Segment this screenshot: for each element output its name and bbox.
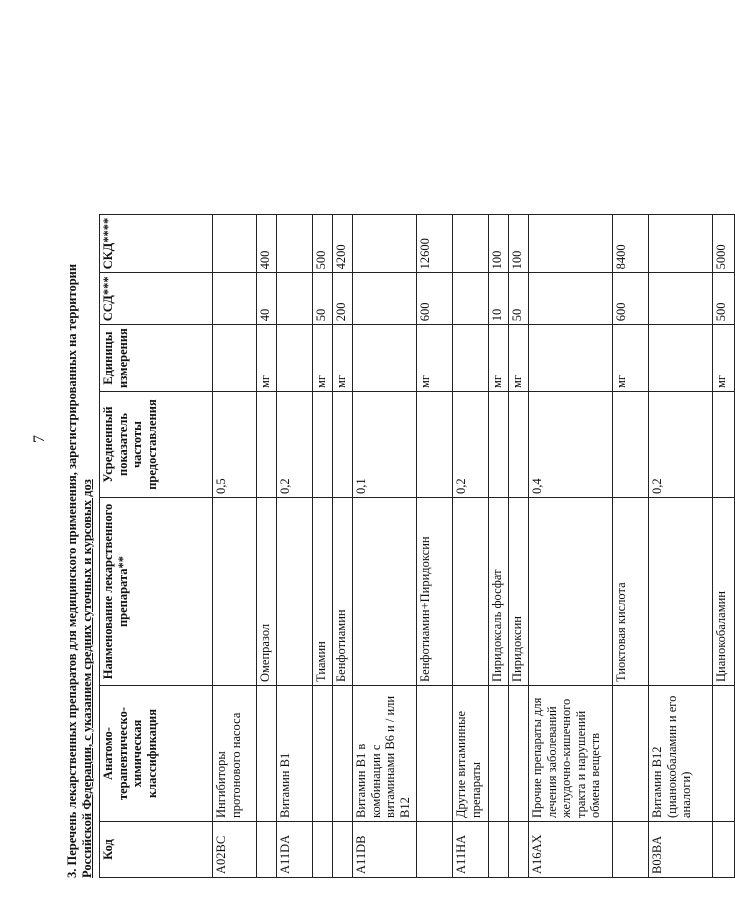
table-row (353, 214, 417, 877)
cell-ssd (353, 273, 417, 325)
cell-drug: Бенфотиамин+Пиридоксин (417, 498, 453, 686)
cell-ssd: 50 (509, 273, 529, 325)
cell-drug: Бенфотиамин (333, 498, 353, 686)
cell-drug: Пиридоксаль фосфат (489, 498, 509, 686)
cell-ssd (453, 273, 489, 325)
cell-unit: мг (713, 325, 735, 392)
cell-skd: 100 (509, 214, 529, 273)
cell-code (313, 822, 333, 878)
cell-code (509, 822, 529, 878)
cell-ssd: 600 (417, 273, 453, 325)
cell-unit (277, 325, 313, 392)
cell-frequency: 0,1 (353, 392, 417, 498)
cell-skd: 12600 (417, 214, 453, 273)
cell-unit: мг (509, 325, 529, 392)
table-row (257, 214, 277, 877)
cell-unit (453, 325, 489, 392)
cell-frequency (257, 392, 277, 498)
cell-skd: 100 (489, 214, 509, 273)
cell-unit (353, 325, 417, 392)
cell-drug: Пиридоксин (509, 498, 529, 686)
cell-skd (277, 214, 313, 273)
cell-drug (353, 498, 417, 686)
cell-ssd: 50 (313, 273, 333, 325)
cell-code (417, 822, 453, 878)
cell-skd: 8400 (613, 214, 649, 273)
cell-code (489, 822, 509, 878)
cell-unit: мг (333, 325, 353, 392)
cell-skd (649, 214, 713, 273)
cell-drug (529, 498, 613, 686)
table-row (277, 214, 313, 877)
cell-frequency: 0,2 (277, 392, 313, 498)
table-row (713, 214, 735, 877)
rotated-content (65, 22, 728, 878)
cell-drug: Омепразол (257, 498, 277, 686)
table-body (213, 214, 735, 877)
table-row (453, 214, 489, 877)
cell-unit (213, 325, 257, 392)
cell-atc: Витамин B1 в комбинации с витаминами B6 и / или B12 (353, 686, 417, 822)
cell-unit: мг (257, 325, 277, 392)
col-header-frequency: Усредненный показатель частоты предоставления (100, 392, 213, 498)
cell-atc (257, 686, 277, 822)
col-header-atc: Анатомо-терапевтическо-химическая классификация (100, 686, 213, 822)
cell-drug (213, 498, 257, 686)
cell-atc (333, 686, 353, 822)
cell-unit (529, 325, 613, 392)
table-row (649, 214, 713, 877)
cell-drug: Тиоктовая кислота (613, 498, 649, 686)
cell-skd: 5000 (713, 214, 735, 273)
cell-drug (277, 498, 313, 686)
cell-code: A11DA (277, 822, 313, 878)
cell-frequency (417, 392, 453, 498)
cell-ssd: 500 (713, 273, 735, 325)
cell-code: A16AX (529, 822, 613, 878)
cell-atc (313, 686, 333, 822)
table-row (417, 214, 453, 877)
cell-atc: Витамин B12 (цианокобаламин и его аналоги) (649, 686, 713, 822)
cell-atc (713, 686, 735, 822)
col-header-skd: СКД**** (100, 214, 213, 273)
cell-ssd: 10 (489, 273, 509, 325)
drug-table (99, 214, 735, 878)
cell-code: A02BC (213, 822, 257, 878)
cell-drug (453, 498, 489, 686)
cell-frequency (509, 392, 529, 498)
cell-drug: Цианокобаламин (713, 498, 735, 686)
cell-drug: Тиамин (313, 498, 333, 686)
heading-line-2: Российской Федерации, с указанием средних суточных и курсовых доз (80, 479, 94, 878)
cell-skd: 400 (257, 214, 277, 273)
cell-frequency: 0,4 (529, 392, 613, 498)
table-row (489, 214, 509, 877)
cell-unit: мг (313, 325, 333, 392)
table-row (333, 214, 353, 877)
cell-unit (649, 325, 713, 392)
col-header-drug: Наименование лекарственного препарата** (100, 498, 213, 686)
cell-ssd (529, 273, 613, 325)
cell-skd (453, 214, 489, 273)
section-heading (65, 22, 95, 878)
table-row (313, 214, 333, 877)
cell-skd: 4200 (333, 214, 353, 273)
cell-code (713, 822, 735, 878)
cell-frequency (613, 392, 649, 498)
cell-skd (529, 214, 613, 273)
table-row (613, 214, 649, 877)
cell-skd: 500 (313, 214, 333, 273)
cell-unit: мг (489, 325, 509, 392)
cell-code (613, 822, 649, 878)
cell-ssd: 600 (613, 273, 649, 325)
cell-atc: Другие витаминные препараты (453, 686, 489, 822)
cell-ssd (649, 273, 713, 325)
cell-code: A11HA (453, 822, 489, 878)
cell-ssd (213, 273, 257, 325)
cell-frequency (333, 392, 353, 498)
cell-frequency: 0,2 (453, 392, 489, 498)
cell-frequency (489, 392, 509, 498)
cell-skd (213, 214, 257, 273)
table-row (529, 214, 613, 877)
cell-code: A11DB (353, 822, 417, 878)
cell-atc: Прочие препараты для лечения заболеваний желудочно-кишечного тракта и нарушений обмена веществ (529, 686, 613, 822)
cell-frequency: 0,2 (649, 392, 713, 498)
cell-atc: Ингибиторы протонового насоса (213, 686, 257, 822)
page-number: 7 (31, 435, 48, 443)
heading-line-1: 3. Перечень лекарственных препаратов для медицинского применения, зарегистрированных на территории (65, 263, 79, 878)
cell-code: B03BA (649, 822, 713, 878)
table-row (509, 214, 529, 877)
cell-ssd: 40 (257, 273, 277, 325)
col-header-unit: Единицы измерения (100, 325, 213, 392)
cell-atc (489, 686, 509, 822)
table-row (213, 214, 257, 877)
cell-atc (613, 686, 649, 822)
cell-ssd (277, 273, 313, 325)
cell-code (257, 822, 277, 878)
cell-atc (509, 686, 529, 822)
cell-frequency (713, 392, 735, 498)
cell-frequency (313, 392, 333, 498)
cell-ssd: 200 (333, 273, 353, 325)
table-header-row (100, 214, 213, 877)
cell-unit: мг (613, 325, 649, 392)
cell-drug (649, 498, 713, 686)
col-header-code: Код (100, 822, 213, 878)
cell-frequency: 0,5 (213, 392, 257, 498)
cell-atc: Витамин B1 (277, 686, 313, 822)
cell-skd (353, 214, 417, 273)
cell-code (333, 822, 353, 878)
cell-unit: мг (417, 325, 453, 392)
col-header-ssd: ССД*** (100, 273, 213, 325)
cell-atc (417, 686, 453, 822)
